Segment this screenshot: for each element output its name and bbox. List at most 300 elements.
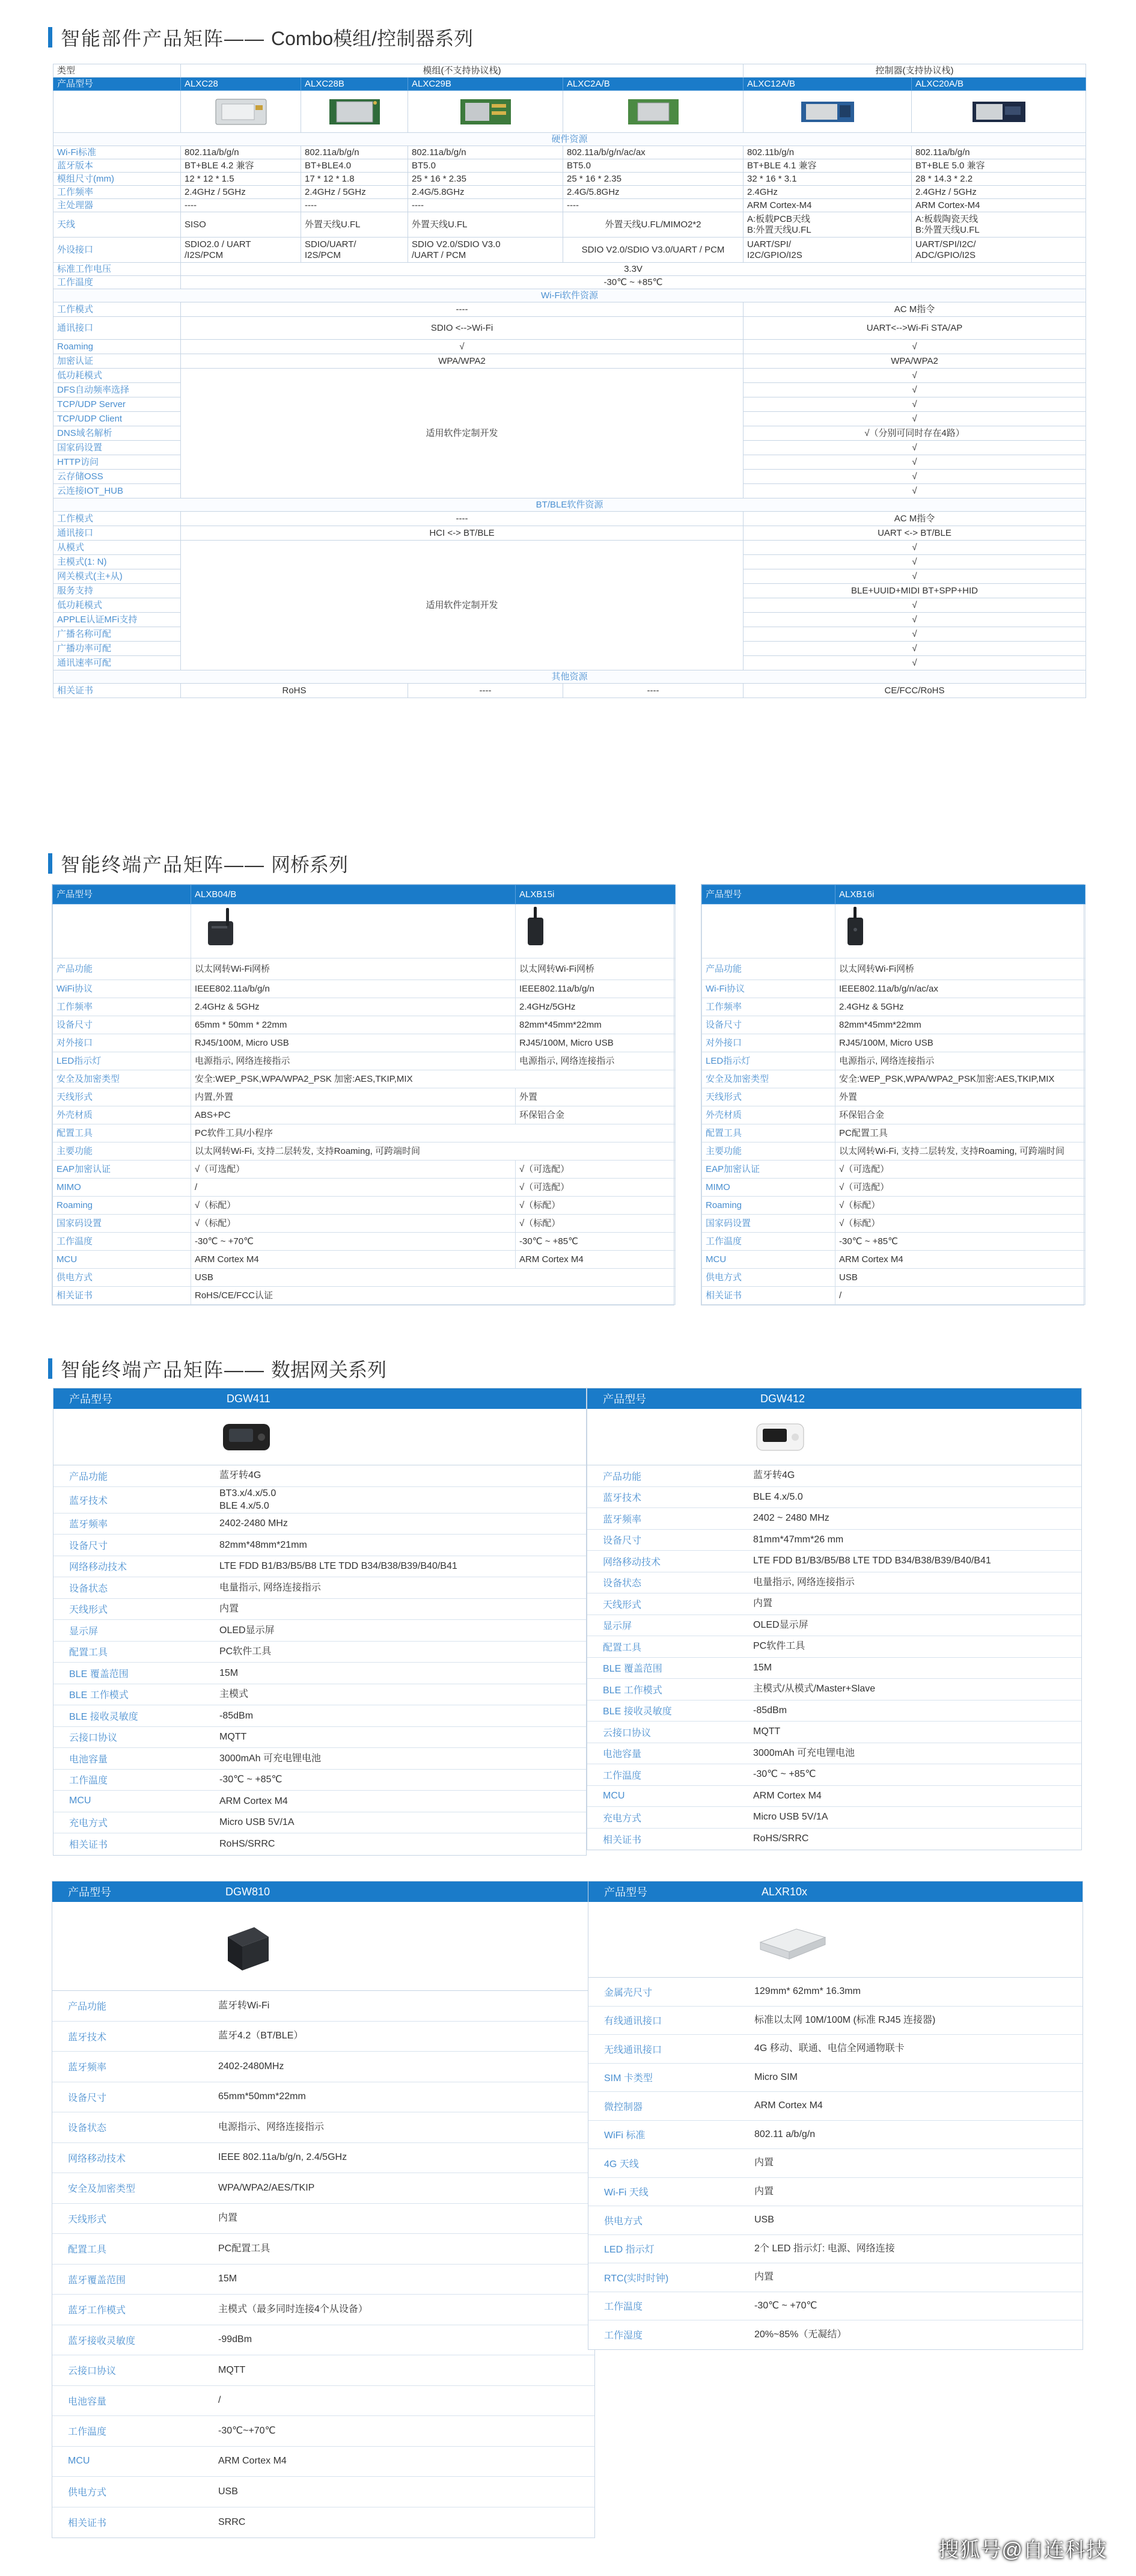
spec-value: √: [744, 383, 1086, 397]
table-row: [702, 1197, 1086, 1215]
spec-row: [53, 1833, 586, 1855]
spec-value: BT3.x/4.x/5.0 BLE 4.x/5.0: [219, 1488, 276, 1512]
spec-row: [587, 1530, 1081, 1551]
spec-value: 65mm*50mm*22mm: [218, 2091, 306, 2102]
spec-value: 12 * 12 * 1.5: [181, 173, 301, 186]
gateway-card-dgw810: [52, 1881, 595, 2538]
spec-value: BT+BLE 5.0 兼容: [912, 159, 1086, 173]
model-name: ALXB15i: [516, 885, 676, 904]
spec-row: [52, 2022, 594, 2052]
spec-row: [52, 2507, 594, 2538]
spec-value: 3.3V: [181, 263, 1086, 276]
model-name: DGW412: [760, 1392, 805, 1405]
spec-label: MCU: [702, 1251, 835, 1269]
table-row: [53, 340, 1086, 354]
image-label-cell: [702, 904, 835, 958]
spec-row: [53, 1535, 586, 1556]
spec-value: √（标配）: [191, 1215, 516, 1233]
product-image: [839, 906, 1081, 956]
model-label: 产品型号: [53, 885, 191, 904]
spec-value: 内置,外置: [191, 1088, 516, 1106]
spec-label: 蓝牙覆盖范围: [68, 2275, 126, 2286]
spec-label: 充电方式: [603, 1813, 642, 1824]
spec-row: [53, 1663, 586, 1684]
spec-label: 相关证书: [68, 2518, 107, 2529]
spec-value: HCI <-> BT/BLE: [181, 526, 744, 541]
spec-value: ----: [181, 512, 744, 526]
gateway-card-alxr10x: [588, 1881, 1083, 2350]
spec-value: 电源指示, 网络连接指示: [191, 1052, 516, 1070]
spec-row: [53, 1684, 586, 1706]
spec-label: 配置工具: [68, 2245, 107, 2256]
product-image: [195, 906, 512, 956]
model-label: 产品型号: [604, 1886, 647, 1898]
spec-label: 网络移动技术: [603, 1557, 661, 1568]
spec-value: -85dBm: [753, 1705, 787, 1716]
spec-row: [587, 1764, 1081, 1786]
spec-value: 以太网转Wi-Fi网桥: [835, 958, 1086, 980]
spec-value: 环保铝合金: [835, 1106, 1086, 1124]
spec-value: RoHS: [181, 684, 408, 698]
table-row: [53, 526, 1086, 541]
spec-row: [52, 2416, 594, 2447]
spec-value: CE/FCC/RoHS: [744, 684, 1086, 698]
spec-value: -30℃ ~ +85℃: [181, 276, 1086, 289]
image-label-cell: [53, 91, 181, 133]
spec-value: 以太网转Wi-Fi网桥: [516, 958, 676, 980]
table-row: [53, 1124, 676, 1142]
table-row: [53, 263, 1086, 276]
card-header: [52, 1881, 594, 1902]
spec-label: APPLE认证MFi支持: [53, 613, 181, 627]
bridge-right-table: [701, 884, 1084, 1305]
spec-row: [587, 1636, 1081, 1658]
spec-label: 设备尺寸: [69, 1541, 108, 1551]
spec-value: UART/SPI/ I2C/GPIO/I2S: [744, 238, 912, 263]
spec-label: BLE 覆盖范围: [69, 1669, 129, 1679]
spec-value: √: [744, 555, 1086, 569]
spec-value: BT5.0: [563, 159, 744, 173]
product-image-cell: [181, 91, 301, 133]
table-row: [53, 173, 1086, 186]
spec-label: WiFi协议: [53, 980, 191, 998]
product-image-cell: [912, 91, 1086, 133]
model-name: ALXC2A/B: [563, 78, 744, 91]
spec-value: 安全:WEP_PSK,WPA/WPA2_PSK加密:AES,TKIP,MIX: [835, 1070, 1086, 1088]
spec-value: √: [744, 613, 1086, 627]
table-row: [53, 91, 1086, 133]
table-row: [53, 1179, 676, 1197]
spec-label: 云连接IOT_HUB: [53, 484, 181, 498]
table-row: [53, 369, 1086, 383]
combo-title-sub: Combo模组/控制器系列: [271, 28, 474, 49]
custom-dev-cell: 适用软件定制开发: [181, 541, 744, 670]
spec-value: 20%~85%（无凝结）: [754, 2329, 847, 2340]
spec-value: /: [835, 1287, 1086, 1305]
bridge-section-title: [48, 851, 348, 876]
spec-value: USB: [835, 1269, 1086, 1287]
spec-label: 国家码设置: [53, 1215, 191, 1233]
spec-row: [587, 1551, 1081, 1572]
type-module: 模组(不支持协议栈): [181, 64, 744, 78]
spec-row: [52, 1991, 594, 2022]
spec-row: [587, 1658, 1081, 1679]
spec-row: [587, 1807, 1081, 1829]
table-row: [702, 958, 1086, 980]
spec-label: 产品功能: [53, 958, 191, 980]
spec-value: ----: [563, 199, 744, 212]
spec-value: BT+BLE 4.1 兼容: [744, 159, 912, 173]
product-image-cell: [301, 91, 408, 133]
spec-row: [587, 1593, 1081, 1615]
spec-value: RJ45/100M, Micro USB: [516, 1034, 676, 1052]
spec-value: SISO: [181, 212, 301, 238]
spec-value: 3000mAh 可充电锂电池: [753, 1747, 855, 1758]
table-row: [53, 998, 676, 1016]
spec-label: TCP/UDP Client: [53, 412, 181, 426]
spec-value: -30℃ ~ +70℃: [754, 2300, 817, 2311]
spec-value: ----: [301, 199, 408, 212]
spec-label: 云接口协议: [69, 1733, 118, 1744]
spec-label: 设备状态: [603, 1578, 642, 1589]
spec-label: 工作频率: [702, 998, 835, 1016]
spec-label: 主要功能: [53, 1142, 191, 1161]
spec-label: 对外接口: [702, 1034, 835, 1052]
spec-value: PC软件工具: [753, 1641, 805, 1652]
spec-label: MCU: [68, 2456, 90, 2467]
title-bar: [48, 1358, 52, 1379]
spec-label: MCU: [603, 1790, 625, 1801]
table-row: [53, 1088, 676, 1106]
spec-value: √（标配）: [835, 1215, 1086, 1233]
table-row: [53, 146, 1086, 159]
spec-value: SDIO/UART/ I2S/PCM: [301, 238, 408, 263]
spec-value: 电量指示, 网络连接指示: [753, 1577, 855, 1587]
spec-value: IEEE802.11a/b/g/n/ac/ax: [835, 980, 1086, 998]
spec-label: 安全及加密类型: [53, 1070, 191, 1088]
spec-value: -30℃ ~ +85℃: [835, 1233, 1086, 1251]
spec-label: BLE 接收灵敏度: [69, 1711, 138, 1722]
spec-value: -30℃ ~ +85℃: [516, 1233, 676, 1251]
spec-value: BLE 4.x/5.0: [753, 1491, 803, 1502]
spec-value: A:板载PCB天线 B:外置天线U.FL: [744, 212, 912, 238]
bridge-title-main: 智能终端产品矩阵——: [61, 854, 266, 876]
spec-row: [588, 2035, 1083, 2064]
spec-row: [52, 2204, 594, 2234]
spec-value: 2.4GHz/5GHz: [516, 998, 676, 1016]
spec-value: ARM Cortex M4: [754, 2100, 823, 2111]
spec-value: -30℃ ~ +85℃: [219, 1774, 282, 1785]
spec-label: Roaming: [702, 1197, 835, 1215]
spec-value: 2402 ~ 2480 MHz: [753, 1513, 829, 1524]
spec-value: PC软件工具: [219, 1646, 272, 1657]
spec-value: 25 * 16 * 2.35: [408, 173, 563, 186]
spec-value: IEEE802.11a/b/g/n: [516, 980, 676, 998]
spec-row: [53, 1556, 586, 1578]
spec-label: 设备尺寸: [53, 1016, 191, 1034]
spec-label: 设备尺寸: [702, 1016, 835, 1034]
product-image-cell: [191, 904, 516, 958]
spec-value: 标准以太网 10M/100M (标准 RJ45 连接器): [754, 2014, 936, 2025]
spec-label: 广播名称可配: [53, 627, 181, 642]
table-row: [53, 541, 1086, 555]
spec-label: DNS域名解析: [53, 426, 181, 441]
spec-label: MIMO: [702, 1179, 835, 1197]
table-row: [53, 980, 676, 998]
model-label: 产品型号: [603, 1393, 646, 1405]
table-row: [53, 64, 1086, 78]
spec-label: 工作温度: [53, 276, 181, 289]
bridge-left-table: [52, 884, 674, 1305]
table-row: [53, 1233, 676, 1251]
spec-value: 外置天线U.FL/MIMO2*2: [563, 212, 744, 238]
spec-value: ----: [563, 684, 744, 698]
spec-value: 蓝牙4.2（BT/BLE）: [218, 2031, 304, 2041]
spec-value: 内置: [753, 1598, 773, 1609]
table-row: [53, 78, 1086, 91]
gateway-card-dgw412: [587, 1388, 1082, 1850]
spec-value: 2.4GHz / 5GHz: [181, 186, 301, 199]
product-image: [412, 96, 559, 128]
spec-label: 国家码设置: [702, 1215, 835, 1233]
combo-section-title: [48, 25, 473, 49]
spec-value: SDIO2.0 / UART /I2S/PCM: [181, 238, 301, 263]
spec-row: [587, 1508, 1081, 1530]
table-row: [53, 212, 1086, 238]
hw-section-header: 硬件资源: [53, 133, 1086, 146]
spec-value: ARM Cortex-M4: [912, 199, 1086, 212]
model-name: ALXB16i: [835, 885, 1086, 904]
table-row: [702, 1233, 1086, 1251]
spec-value: 内置: [754, 2186, 774, 2197]
product-image: [567, 96, 739, 128]
spec-value: 802.11 a/b/g/n: [754, 2129, 816, 2139]
spec-row: [53, 1642, 586, 1663]
table-row: [53, 1142, 676, 1161]
spec-label: 设备尺寸: [603, 1536, 642, 1547]
spec-row: [588, 2263, 1083, 2292]
spec-label: TCP/UDP Server: [53, 397, 181, 412]
spec-value: 81mm*47mm*26 mm: [753, 1534, 844, 1545]
combo-matrix-table: [53, 64, 1086, 698]
spec-label: 网关模式(主+从): [53, 569, 181, 584]
spec-value: 802.11a/b/g/n/ac/ax: [563, 146, 744, 159]
spec-label: 配置工具: [702, 1124, 835, 1142]
spec-value: MQTT: [753, 1726, 781, 1737]
table-row: [53, 885, 676, 904]
spec-label: MIMO: [53, 1179, 191, 1197]
spec-value: 内置: [754, 2272, 774, 2283]
spec-label: 云接口协议: [603, 1728, 652, 1738]
spec-label: 相关证书: [603, 1835, 642, 1845]
spec-label: 设备状态: [68, 2123, 107, 2134]
spec-value: RoHS/CE/FCC认证: [191, 1287, 676, 1305]
spec-value: PC软件工具/小程序: [191, 1124, 676, 1142]
spec-row: [587, 1700, 1081, 1722]
spec-row: [587, 1487, 1081, 1509]
spec-row: [587, 1572, 1081, 1594]
spec-label: MCU: [53, 1251, 191, 1269]
table-row: [702, 1034, 1086, 1052]
product-image: [52, 1902, 594, 1991]
spec-value: ARM Cortex-M4: [744, 199, 912, 212]
spec-value: BT5.0: [408, 159, 563, 173]
spec-label: 广播功率可配: [53, 642, 181, 656]
product-image: [747, 96, 908, 128]
spec-value: Micro SIM: [754, 2072, 798, 2082]
spec-value: √: [744, 455, 1086, 470]
spec-value: 2.4GHz & 5GHz: [835, 998, 1086, 1016]
spec-label: 从模式: [53, 541, 181, 555]
spec-label: 配置工具: [603, 1642, 642, 1653]
spec-row: [52, 2112, 594, 2143]
spec-label: 配置工具: [53, 1124, 191, 1142]
spec-value: √: [744, 598, 1086, 613]
spec-label: 设备状态: [69, 1583, 108, 1594]
product-image-cell: [835, 904, 1086, 958]
spec-label: 模组尺寸(mm): [53, 173, 181, 186]
model-name: ALXC29B: [408, 78, 563, 91]
product-image: [185, 96, 297, 128]
table-row: [53, 1287, 676, 1305]
spec-value: SDIO <-->Wi-Fi: [181, 317, 744, 340]
spec-value: √（标配）: [191, 1197, 516, 1215]
spec-label: 工作温度: [53, 1233, 191, 1251]
table-row: [53, 1215, 676, 1233]
product-image-cell: [744, 91, 912, 133]
table-row: [53, 1251, 676, 1269]
table-row: [53, 238, 1086, 263]
spec-label: 供电方式: [53, 1269, 191, 1287]
spec-label: 标准工作电压: [53, 263, 181, 276]
spec-label: Wi-Fi协议: [702, 980, 835, 998]
spec-label: 金属壳尺寸: [604, 1987, 653, 1998]
spec-label: 蓝牙技术: [68, 2032, 107, 2043]
product-image-cell: [516, 904, 676, 958]
spec-value: 安全:WEP_PSK,WPA/WPA2_PSK 加密:AES,TKIP,MIX: [191, 1070, 676, 1088]
product-image: [519, 906, 671, 956]
spec-value: 15M: [219, 1667, 239, 1678]
table-row: [53, 1106, 676, 1124]
spec-value: -99dBm: [218, 2334, 252, 2345]
table-row: [53, 354, 1086, 369]
spec-value: 以太网转Wi-Fi, 支持二层转发, 支持Roaming, 可跨端时间: [835, 1142, 1086, 1161]
spec-value: A:板载陶瓷天线 B:外置天线U.FL: [912, 212, 1086, 238]
spec-value: RoHS/SRRC: [753, 1833, 809, 1844]
spec-value: 82mm*45mm*22mm: [516, 1016, 676, 1034]
spec-row: [53, 1487, 586, 1513]
spec-row: [587, 1743, 1081, 1765]
spec-value: 65mm * 50mm * 22mm: [191, 1016, 516, 1034]
spec-value: 2.4G/5.8GHz: [563, 186, 744, 199]
bt-section-header: BT/BLE软件资源: [53, 498, 1086, 512]
spec-value: 内置: [754, 2157, 774, 2168]
spec-value: 2个 LED 指示灯: 电源、网络连接: [754, 2243, 895, 2254]
table-row: [53, 276, 1086, 289]
spec-label: 网络移动技术: [69, 1562, 127, 1573]
spec-value: Micro USB 5V/1A: [219, 1817, 295, 1828]
spec-label: 安全及加密类型: [68, 2184, 136, 2195]
product-image: [588, 1902, 1083, 1978]
custom-dev-cell: 适用软件定制开发: [181, 369, 744, 498]
spec-label: 工作湿度: [604, 2331, 643, 2341]
spec-value: 802.11a/b/g/n: [408, 146, 563, 159]
spec-value: ARM Cortex M4: [218, 2456, 287, 2467]
spec-label: 产品功能: [702, 958, 835, 980]
gateway-section-title: [48, 1357, 386, 1381]
spec-value: 82mm*45mm*22mm: [835, 1016, 1086, 1034]
type-controller: 控制器(支持协议栈): [744, 64, 1086, 78]
table-row: [702, 998, 1086, 1016]
spec-label: 通讯接口: [53, 317, 181, 340]
spec-value: 主模式: [219, 1689, 249, 1700]
spec-label: 相关证书: [53, 684, 181, 698]
spec-label: MCU: [69, 1796, 91, 1806]
spec-value: 2.4GHz & 5GHz: [191, 998, 516, 1016]
table-row: [702, 1179, 1086, 1197]
spec-value: √（标配）: [516, 1197, 676, 1215]
spec-value: -85dBm: [219, 1710, 254, 1721]
table-row: [53, 958, 676, 980]
table-row: [53, 289, 1086, 302]
spec-row: [53, 1599, 586, 1621]
spec-value: OLED显示屏: [219, 1625, 275, 1636]
spec-label: 主要功能: [702, 1142, 835, 1161]
spec-value: 802.11b/g/n: [744, 146, 912, 159]
spec-value: √: [744, 441, 1086, 455]
spec-value: UART<-->Wi-Fi STA/AP: [744, 317, 1086, 340]
table-row: [53, 670, 1086, 684]
spec-label: 安全及加密类型: [702, 1070, 835, 1088]
spec-value: USB: [191, 1269, 676, 1287]
table-row: [53, 1070, 676, 1088]
spec-value: 2.4G/5.8GHz: [408, 186, 563, 199]
table-row: [702, 904, 1086, 958]
spec-value: √: [744, 369, 1086, 383]
table-row: [53, 1016, 676, 1034]
spec-value: √: [744, 412, 1086, 426]
spec-label: 通讯速率可配: [53, 656, 181, 670]
spec-label: DFS自动频率选择: [53, 383, 181, 397]
spec-label: 蓝牙技术: [603, 1493, 642, 1504]
spec-label: RTC(实时时钟): [604, 2273, 669, 2284]
spec-row: [52, 2355, 594, 2386]
spec-value: √: [181, 340, 744, 354]
table-row: [702, 1088, 1086, 1106]
spec-value: √: [744, 569, 1086, 584]
spec-label: 工作温度: [604, 2302, 643, 2313]
spec-label: 工作温度: [702, 1233, 835, 1251]
spec-row: [588, 2235, 1083, 2264]
spec-label: 工作温度: [68, 2427, 107, 2438]
card-header: [588, 1881, 1083, 1902]
spec-label: 天线形式: [702, 1088, 835, 1106]
spec-label: Roaming: [53, 1197, 191, 1215]
spec-row: [53, 1620, 586, 1642]
table-row: [53, 186, 1086, 199]
spec-label: EAP加密认证: [53, 1161, 191, 1179]
spec-value: ABS+PC: [191, 1106, 516, 1124]
spec-label: 产品功能: [68, 2002, 107, 2013]
spec-label: 工作模式: [53, 512, 181, 526]
spec-value: AC M指令: [744, 302, 1086, 317]
spec-label: 工作模式: [53, 302, 181, 317]
spec-label: LED指示灯: [702, 1052, 835, 1070]
spec-row: [587, 1679, 1081, 1700]
spec-row: [52, 2052, 594, 2082]
spec-value: Micro USB 5V/1A: [753, 1812, 828, 1823]
spec-label: 低功耗模式: [53, 598, 181, 613]
